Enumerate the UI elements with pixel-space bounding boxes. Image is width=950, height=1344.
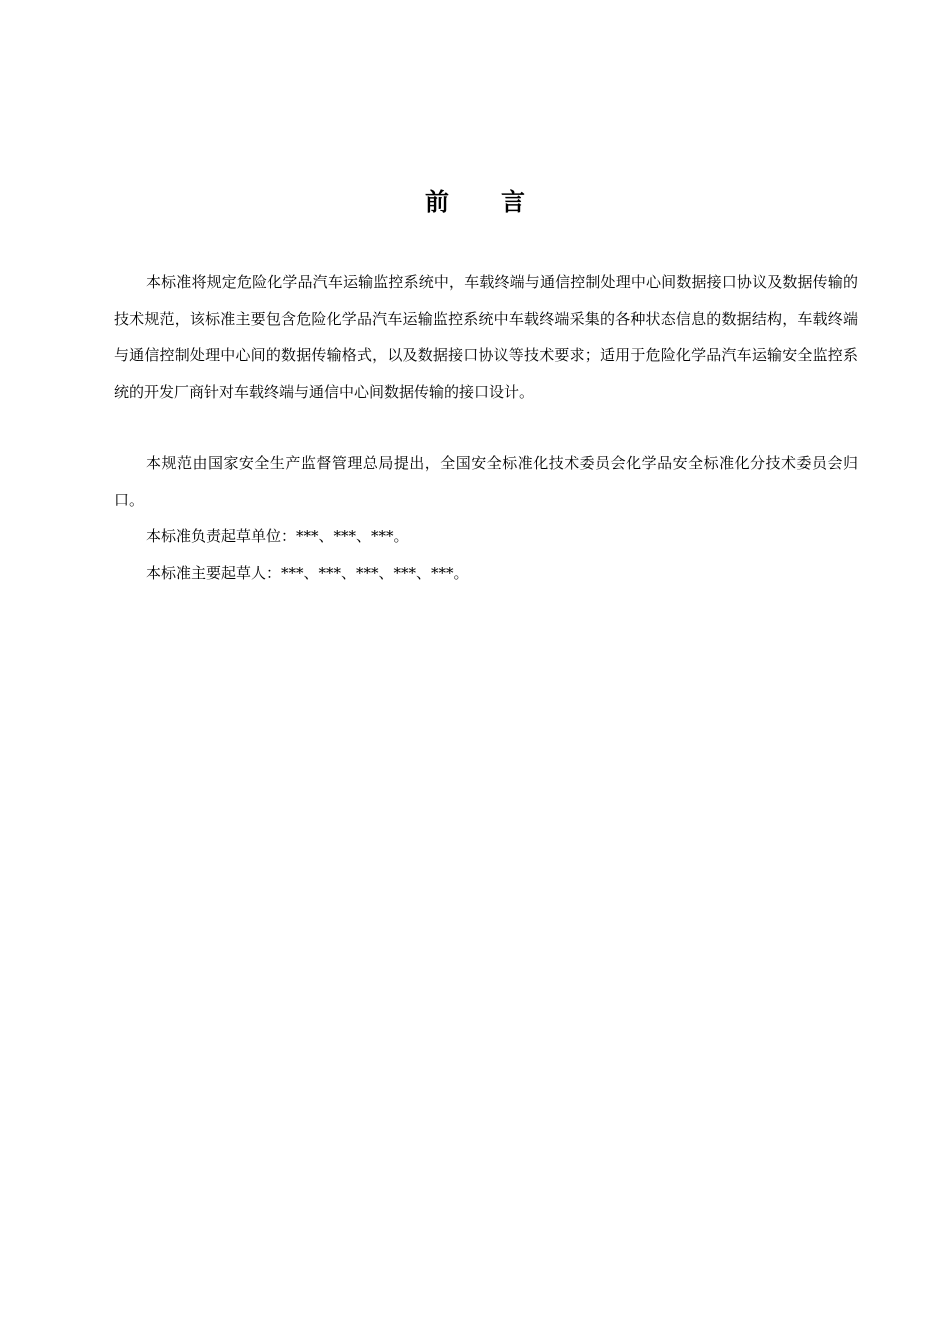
paragraph-proposer: 本规范由国家安全生产监督管理总局提出，全国安全标准化技术委员会化学品安全标准化分技术委员会归口。 bbox=[114, 454, 858, 509]
paragraph-block-1 bbox=[114, 264, 858, 410]
page-title bbox=[0, 184, 950, 220]
title-char-1: 前 bbox=[425, 188, 449, 216]
paragraph-drafting-units: 本标准负责起草单位：***、***、***。 bbox=[146, 527, 409, 545]
paragraph-drafters: 本标准主要起草人：***、***、***、***、***。 bbox=[146, 563, 469, 582]
paragraph-scope: 本标准将规定危险化学品汽车运输监控系统中，车载终端与通信控制处理中心间数据接口协议及数据传输的技术规范，该标准主要包含危险化学品汽车运输监控系统中车载终端采集的各种状态信息的数据结构，车载终端与通信控制处理中心间的数据传输格式，以及数据接口协议等技术要求；适用于危险化学品汽车运输安全监控系统的开发厂商针对车载终端与通信中心间数据传输的接口设计。 bbox=[114, 273, 858, 401]
paragraph-block-2 bbox=[114, 445, 858, 591]
title-char-2: 言 bbox=[501, 188, 525, 216]
